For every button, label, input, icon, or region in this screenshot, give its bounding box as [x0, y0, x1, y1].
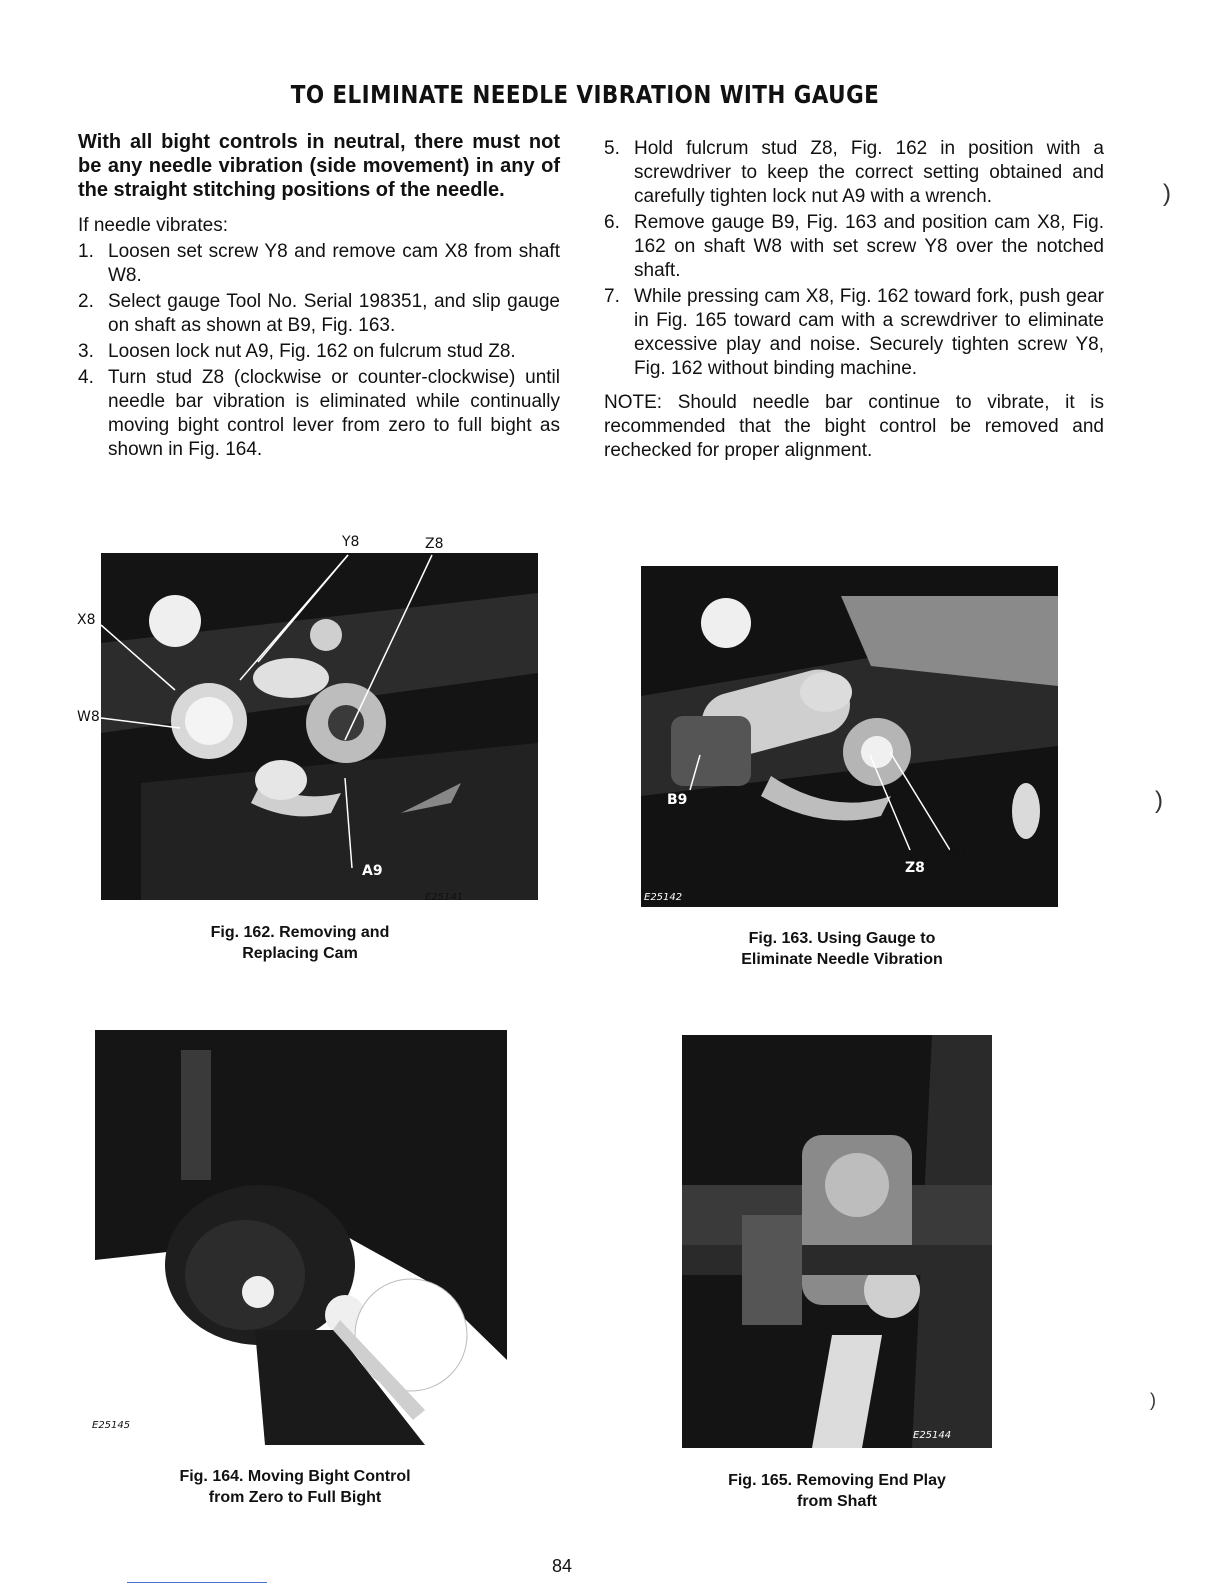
figure-164-code: E25145: [92, 1420, 131, 1431]
figure-162-code: E25141: [425, 892, 464, 903]
callout-z8: Z8: [905, 860, 925, 876]
callout-a9: A9: [362, 863, 383, 879]
margin-mark: ): [1163, 180, 1171, 207]
page-title: TO ELIMINATE NEEDLE VIBRATION WITH GAUGE: [290, 80, 880, 109]
figure-162-caption: Fig. 162. Removing and Replacing Cam: [210, 924, 390, 962]
figure-165-code: E25144: [913, 1430, 952, 1441]
callout-z8: Z8: [425, 536, 444, 552]
note-paragraph: NOTE: Should needle bar continue to vibrate, it is recommended that the bight control be removed and rechecked for proper alignment.: [604, 392, 1104, 461]
figure-163-code: E25142: [644, 892, 683, 903]
figure-164-photo: [95, 1030, 507, 1445]
figure-164-caption: Fig. 164. Moving Bight Control from Zero to Full Bight: [179, 1468, 411, 1506]
step-item: 5. Hold fulcrum stud Z8, Fig. 162 in position with a screwdriver to keep the correct setting obtained and carefully tighten lock nut A9 with a wrench.: [604, 138, 1104, 207]
step-item: 2. Select gauge Tool No. Serial 198351, and slip gauge on shaft as shown at B9, Fig. 163.: [78, 291, 560, 336]
page-number: 84: [551, 1556, 573, 1576]
margin-mark: ): [1150, 1390, 1156, 1410]
lead-line: If needle vibrates:: [78, 215, 228, 236]
step-item: 7. While pressing cam X8, Fig. 162 toward fork, push gear in Fig. 165 toward cam with a screwdriver to eliminate excessive play and noise. Securely tighten screw Y8, Fig. 162 without binding machine.: [604, 286, 1104, 379]
figure-163-caption: Fig. 163. Using Gauge to Eliminate Needle Vibration: [741, 930, 943, 968]
figure-165-caption: Fig. 165. Removing End Play from Shaft: [728, 1472, 946, 1510]
margin-mark: ): [1155, 787, 1163, 814]
callout-x8: X8: [77, 612, 96, 628]
intro-paragraph: With all bight controls in neutral, there must not be any needle vibration (side movement) in any of the straight stitching positions of the needle.: [78, 131, 560, 201]
figure-165-photo: [682, 1035, 992, 1448]
step-item: 4. Turn stud Z8 (clockwise or counter-clockwise) until needle bar vibration is eliminated while continually moving bight control lever from zero to full bight as shown in Fig. 164.: [78, 367, 560, 460]
step-item: 1. Loosen set screw Y8 and remove cam X8 from shaft W8.: [78, 241, 560, 286]
callout-a9: A9: [947, 845, 966, 861]
callout-y8: Y8: [342, 534, 360, 550]
step-item: 3. Loosen lock nut A9, Fig. 162 on fulcrum stud Z8.: [78, 341, 516, 362]
step-item: 6. Remove gauge B9, Fig. 163 and position cam X8, Fig. 162 on shaft W8 with set screw Y8 over the notched shaft.: [604, 212, 1104, 281]
callout-b9: B9: [667, 792, 688, 808]
callout-w8: W8: [77, 709, 100, 725]
